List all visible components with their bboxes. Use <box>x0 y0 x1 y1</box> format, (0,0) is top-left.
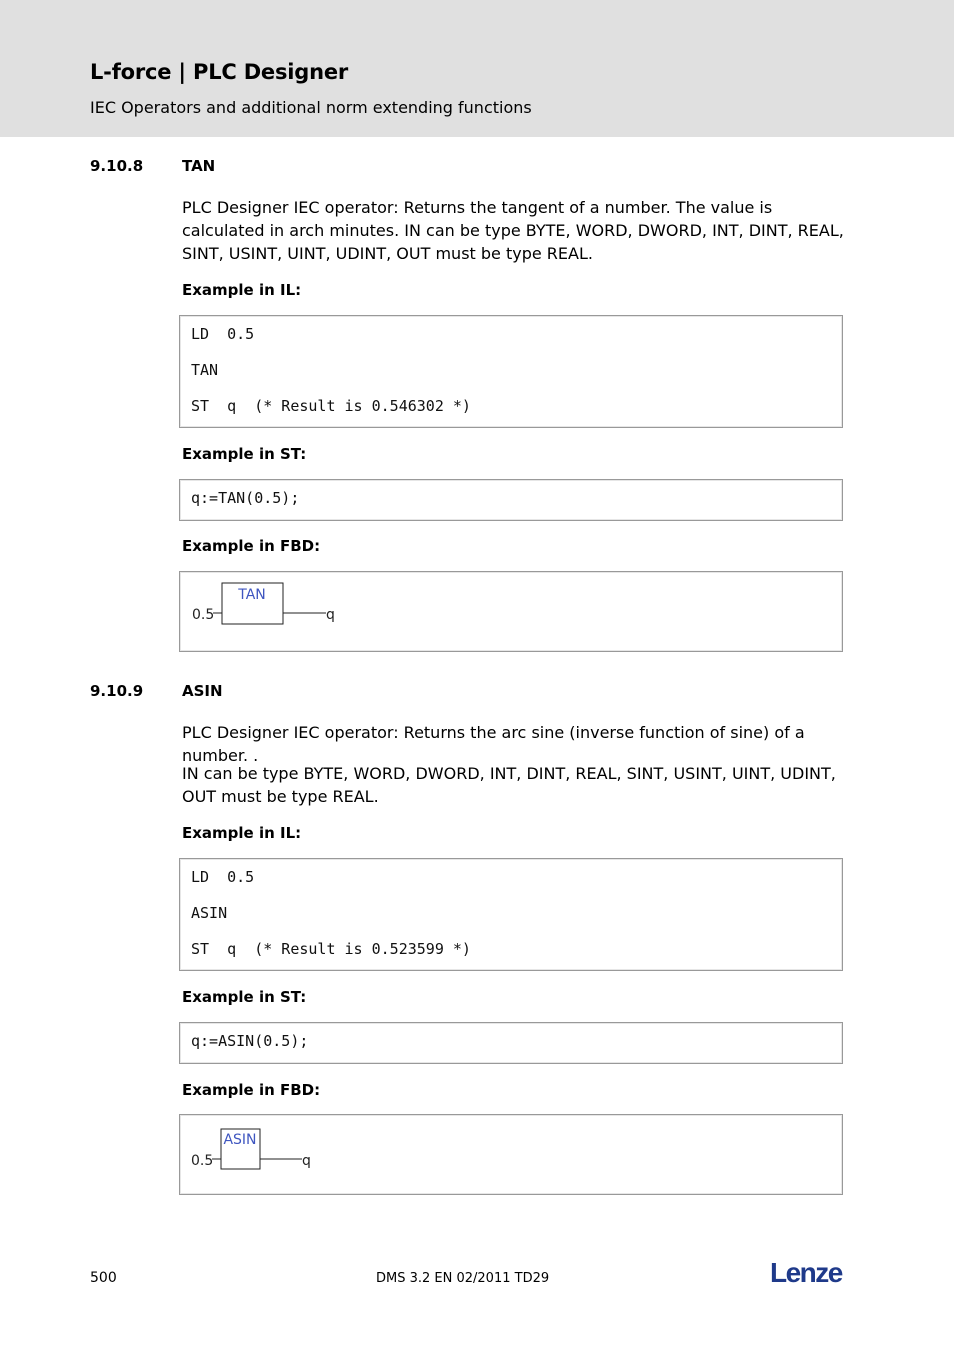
document-subtitle: IEC Operators and additional norm extending functions <box>90 98 532 117</box>
example-fbd-label: Example in FBD: <box>182 1081 321 1099</box>
fbd-output-label: q <box>326 607 335 623</box>
fbd-diagram-box <box>179 571 843 652</box>
code-line: LD 0.5 <box>191 868 255 886</box>
section-description: PLC Designer IEC operator: Returns the arc sine (inverse function of sine) of a number. . <box>182 723 805 765</box>
fbd-diagram <box>180 1115 844 1196</box>
il-code-box <box>179 858 843 971</box>
st-code-box <box>179 1022 843 1064</box>
code-line: q:=TAN(0.5); <box>191 489 300 507</box>
fbd-diagram-box <box>179 1114 843 1195</box>
section-description: IN can be type BYTE, WORD, DWORD, INT, DINT, REAL, SINT, USINT, UINT, UDINT, OUT must be type REAL. <box>182 764 836 806</box>
fbd-input-label: 0.5 <box>192 607 215 623</box>
code-line: q:=ASIN(0.5); <box>191 1032 309 1050</box>
fbd-operator-label: TAN <box>238 587 266 603</box>
example-st-label: Example in ST: <box>182 445 307 463</box>
section-number: 9.10.9 <box>90 682 144 700</box>
lenze-logo <box>770 1255 852 1289</box>
lenze-logo-text: Lenze <box>770 1257 842 1288</box>
example-il-label: Example in IL: <box>182 824 302 842</box>
fbd-operator-label: ASIN <box>223 1132 257 1148</box>
document-title: L-force | PLC Designer <box>90 60 349 84</box>
code-line: ASIN <box>191 904 228 922</box>
code-line: ST q (* Result is 0.523599 *) <box>191 940 471 958</box>
section-title: TAN <box>182 157 216 175</box>
page-number: 500 <box>90 1270 117 1286</box>
document-code: DMS 3.2 EN 02/2011 TD29 <box>376 1271 550 1286</box>
example-il-label: Example in IL: <box>182 281 302 299</box>
il-code-box <box>179 315 843 428</box>
code-line: TAN <box>191 361 219 379</box>
example-st-label: Example in ST: <box>182 988 307 1006</box>
section-number: 9.10.8 <box>90 157 144 175</box>
section-description: PLC Designer IEC operator: Returns the tangent of a number. The value is calculated in arch minutes. IN can be type BYTE, WORD, DWORD, INT, DINT, REAL, SINT, USINT, UINT, UDINT, OUT must be type REAL. <box>182 198 844 263</box>
section-title: ASIN <box>182 682 223 700</box>
st-code-box <box>179 479 843 521</box>
code-line: LD 0.5 <box>191 325 255 343</box>
fbd-input-label: 0.5 <box>191 1153 214 1169</box>
example-fbd-label: Example in FBD: <box>182 537 321 555</box>
fbd-diagram <box>180 572 844 653</box>
code-line: ST q (* Result is 0.546302 *) <box>191 397 471 415</box>
fbd-output-label: q <box>302 1153 311 1169</box>
